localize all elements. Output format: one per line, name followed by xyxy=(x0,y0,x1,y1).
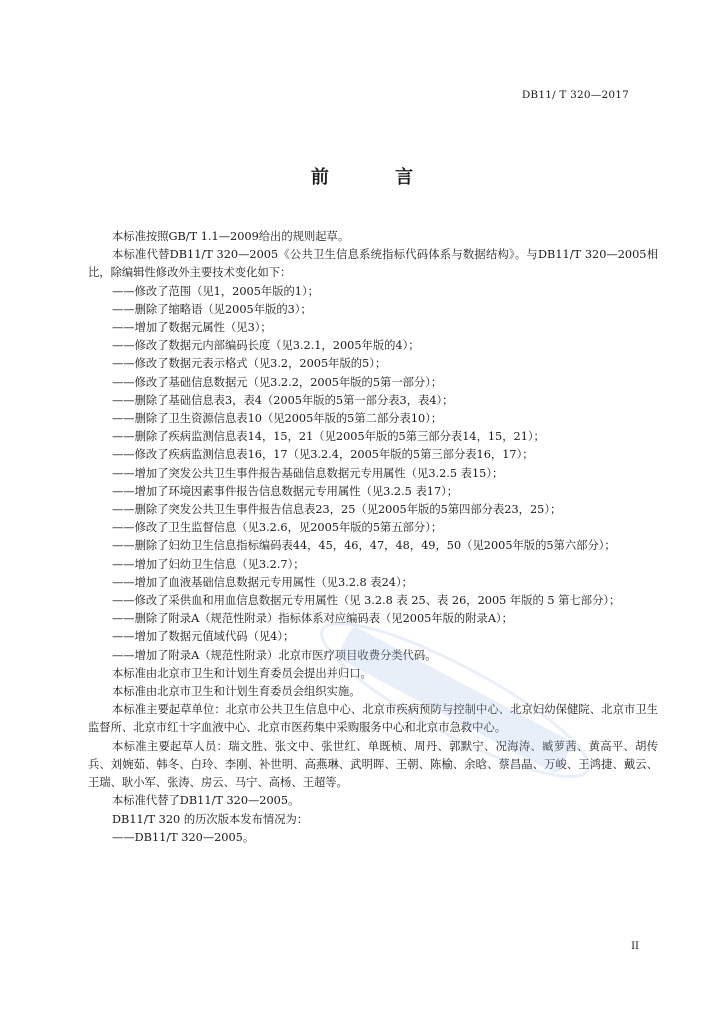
list-item: ——增加了附录A（规范性附录）北京市医疗项目收费分类代码。 xyxy=(112,648,437,662)
list-item: ——增加了突发公共卫生事件报告基础信息数据元专用属性（见3.2.5 表15）； xyxy=(112,466,504,480)
list-item: ——修改了数据元内部编码长度（见3.2.1，2005年版的4）； xyxy=(112,339,420,353)
list-item: ——修改了数据元表示格式（见3.2，2005年版的5）； xyxy=(112,357,387,371)
list-item: ——增加了妇幼卫生信息（见3.2.7）； xyxy=(112,557,305,571)
list-item: ——修改了疾病监测信息表16，17（见3.2.4，2005年版的5第三部分表16，17）； xyxy=(112,448,534,462)
changes-list xyxy=(88,283,658,665)
list-item: ——删除了疾病监测信息表14，15，21（见2005年版的5第三部分表14，15，21）； xyxy=(112,430,545,444)
paragraph-drafting-rule: 本标准按照GB/T 1.1—2009给出的规则起草。 xyxy=(112,230,350,243)
foreword-body xyxy=(88,228,658,847)
list-item: ——修改了采供血和用血信息数据元专用属性（见 3.2.8 表 25、表 26，2005 年版的 5 第七部分）； xyxy=(112,594,621,608)
paragraph-replaces: 本标准代替了DB11/T 320—2005。 xyxy=(112,794,300,808)
list-item: ——修改了卫生监督信息（见3.2.6，见2005年版的5第五部分）； xyxy=(112,521,443,535)
paragraph-proposer: 本标准由北京市卫生和计划生育委员会提出并归口。 xyxy=(112,666,372,680)
paragraph-replacement-note: 本标准代替DB11/T 320—2005《公共卫生信息系统指标代码体系与数据结构》。与DB11/T 320—2005相比，除编辑性修改外主要技术变化如下： xyxy=(88,248,658,280)
page-number: II xyxy=(631,941,639,952)
standard-code-header: DB11/ T 320—2017 xyxy=(521,89,629,101)
list-item: ——删除了附录A（规范性附录）指标体系对应编码表（见2005年版的附录A）； xyxy=(112,612,513,626)
list-item: ——增加了血液基础信息数据元专用属性（见3.2.8 表24）； xyxy=(112,575,413,589)
paragraph-version-history: DB11/T 320 的历次版本发布情况为： xyxy=(112,812,309,826)
list-item: ——DB11/T 320—2005。 xyxy=(112,830,255,844)
list-item: ——增加了数据元属性（见3）； xyxy=(112,321,272,335)
list-item: ——增加了数据元值域代码（见4）； xyxy=(112,630,295,644)
list-item: ——删除了基础信息表3，表4（2005年版的5第一部分表3，表4）； xyxy=(112,393,454,407)
paragraph-drafters: 本标准主要起草人员：瑞文胜、张文中、张世红、单既桢、周丹、郭默宁、况海涛、臧萝茜、黄高平、胡传兵、刘婉茹、韩冬、白玲、李刚、补世明、高燕琳、武明晖、王朝、陈榆、余晗、蔡昌晶、万峻、王鸿捷、戴云、王瑞、耿小军、张涛、房云、马宁、高杨、王超等。 xyxy=(88,739,658,790)
page-title: 前 言 xyxy=(310,167,444,188)
list-item: ——修改了基础信息数据元（见3.2.2，2005年版的5第一部分）； xyxy=(112,375,443,389)
paragraph-drafting-units: 本标准主要起草单位：北京市公共卫生信息中心、北京市疾病预防与控制中心、北京妇幼保健院、北京市卫生监督所、北京市红十字血液中心、北京市医药集中采购服务中心和北京市急救中心。 xyxy=(88,703,658,735)
list-item: ——修改了范围（见1，2005年版的1）； xyxy=(112,284,319,298)
list-item: ——增加了环境因素事件报告信息数据元专用属性（见3.2.5 表17）； xyxy=(112,484,459,498)
list-item: ——删除了卫生资源信息表10（见2005年版的5第二部分表10）； xyxy=(112,412,443,426)
list-item: ——删除了缩略语（见2005年版的3）； xyxy=(112,302,312,316)
list-item: ——删除了突发公共卫生事件报告信息表23，25（见2005年版的5第四部分表23，25）； xyxy=(112,503,562,517)
paragraph-implementer: 本标准由北京市卫生和计划生育委员会组织实施。 xyxy=(112,685,361,699)
list-item: ——删除了妇幼卫生信息指标编码表44，45，46，47，48，49，50（见2005年版的5第六部分）； xyxy=(112,539,616,553)
